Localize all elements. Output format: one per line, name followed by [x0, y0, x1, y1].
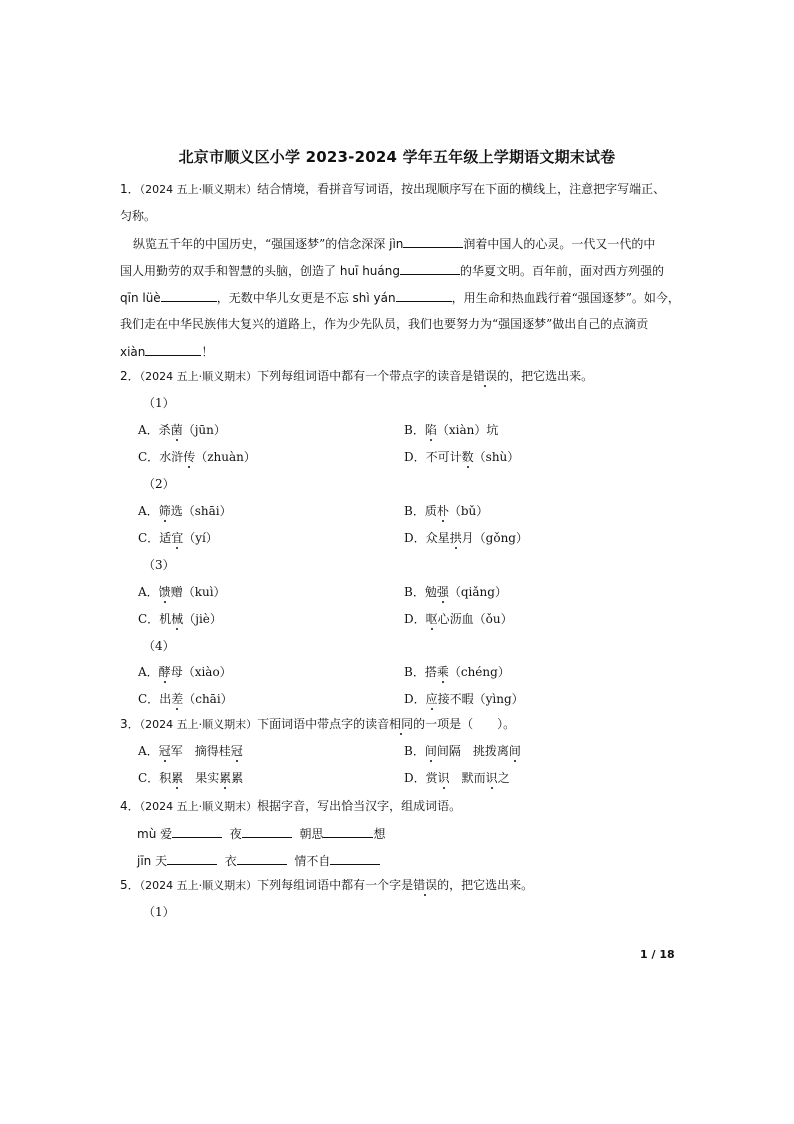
q4-row-jin [137, 851, 380, 870]
emphasized-text: 错误 [413, 878, 438, 892]
q2-number: 2． [120, 369, 140, 383]
q4-row-mu [137, 824, 385, 843]
option-letter: A． [138, 504, 159, 518]
answer-blank[interactable] [323, 824, 373, 838]
dotted-char: 识 [437, 771, 450, 785]
q5-number: 5． [120, 878, 140, 892]
option-text: 适 [159, 531, 172, 545]
option-letter: D． [404, 771, 426, 785]
q2-g3-option-a[interactable] [138, 583, 226, 601]
q2-group-label: （1） [143, 396, 175, 410]
dotted-char: 乘 [436, 665, 449, 679]
q2-g2-option-d[interactable] [404, 529, 528, 547]
option-letter: C． [138, 692, 160, 706]
page-title: 北京市顺义区小学 2023-2024 学年五年级上学期语文期末试卷 [178, 148, 616, 166]
option-text: 不可计 [425, 450, 462, 464]
q2-g3-option-c[interactable] [138, 610, 222, 628]
option-letter: A． [138, 744, 159, 758]
dotted-char: 累 [219, 771, 232, 785]
option-text: （jūn） [182, 423, 226, 437]
dotted-char: 识 [485, 771, 498, 785]
option-text: 间隔 挑拨离 [436, 744, 509, 758]
q2-prompt-text: 下列每组词语中都有一个带点字的读音是 [257, 369, 474, 383]
q2-prompt-text-end: 的，把它选出来。 [497, 369, 594, 383]
dotted-char: 陷 [424, 423, 437, 437]
q1-passage-line1 [133, 234, 655, 253]
answer-blank[interactable] [242, 824, 292, 838]
passage-text: 的华夏文明。百年前，面对西方列强的 [460, 264, 665, 278]
option-text: （jiè） [183, 612, 222, 626]
q2-source-tag: （2024 五上·顺义期末） [139, 370, 258, 383]
q2-g4-option-c[interactable] [138, 690, 233, 708]
q1-passage-line2 [120, 261, 664, 280]
dotted-char: 应 [425, 692, 438, 706]
q2-g1-option-a[interactable] [138, 421, 226, 439]
word-part: 衣 [224, 854, 237, 868]
dotted-char: 强 [436, 585, 449, 599]
option-letter: D． [404, 450, 426, 464]
passage-text: ！ [201, 345, 214, 359]
dotted-char: 筛 [158, 504, 171, 518]
option-text: 质 [424, 504, 437, 518]
option-text: 出 [159, 692, 172, 706]
q4-source-tag: （2024 五上·顺义期末） [139, 800, 258, 813]
option-letter: A． [138, 423, 159, 437]
emphasized-text: 错误 [473, 369, 498, 383]
option-letter: B． [404, 423, 425, 437]
option-text: 军 摘得桂 [170, 744, 231, 758]
option-letter: C． [138, 531, 160, 545]
q3-prompt-text-end: 的一项是（ ）。 [413, 717, 516, 731]
q5-group-label: （1） [143, 905, 175, 919]
q2-g1-option-d[interactable] [404, 448, 519, 466]
pinyin-prompt: xiàn [120, 345, 146, 359]
q2-prompt [120, 367, 593, 386]
pinyin-prompt: huī huáng [339, 264, 400, 278]
q1-source-tag: （2024 五上·顺义期末） [139, 183, 258, 196]
option-letter: C． [138, 612, 160, 626]
q1-prompt-line1 [120, 180, 665, 199]
dotted-char: 馈 [158, 585, 171, 599]
option-text: 默而 [449, 771, 486, 785]
option-letter: C． [138, 771, 160, 785]
answer-blank[interactable] [396, 288, 452, 302]
q2-g1-option-b[interactable] [404, 421, 498, 439]
q4-number: 4． [120, 799, 140, 813]
answer-blank[interactable] [145, 342, 201, 356]
q2-g2-option-b[interactable] [404, 502, 488, 520]
dotted-char: 数 [461, 450, 474, 464]
option-letter: A． [138, 585, 159, 599]
option-text: （yí） [183, 531, 218, 545]
option-text: 累 [231, 771, 244, 785]
q3-option-b[interactable] [404, 742, 521, 760]
option-text: 母（xiào） [170, 665, 232, 679]
q1-passage-line5 [120, 342, 213, 361]
q1-passage-line3 [120, 288, 680, 307]
q2-g4-option-d[interactable] [404, 690, 524, 708]
option-text: 搭 [424, 665, 437, 679]
q1-passage-line4: 我们走在中华民族伟大复兴的道路上，作为少先队员，我们也要努力为“强国逐梦”做出自己的点滴贡 [120, 317, 649, 331]
q3-option-a[interactable] [138, 742, 243, 760]
q1-prompt-line2: 匀称。 [120, 209, 157, 223]
dotted-char: 间 [424, 744, 437, 758]
dotted-char: 械 [171, 612, 184, 626]
passage-text: ，无数中华儿女更是不忘 [216, 291, 349, 305]
option-text: 赏 [425, 771, 438, 785]
pinyin-prompt: qīn lüè [120, 291, 161, 305]
dotted-char: 菌 [170, 423, 183, 437]
option-text: 月（gǒng） [461, 531, 528, 545]
option-letter: D． [404, 692, 426, 706]
word-part: 朝思 [299, 827, 324, 841]
q5-prompt [120, 876, 533, 895]
option-text: （xiàn）坑 [436, 423, 499, 437]
emphasized-text: 相同 [389, 717, 414, 731]
passage-text: 润着中国人的心灵。一代又一代的中 [463, 237, 656, 251]
q3-prompt-text: 下面词语中带点字的读音 [257, 717, 390, 731]
pinyin-prompt: shì yán [352, 291, 396, 305]
q2-g4-option-a[interactable] [138, 663, 232, 681]
answer-blank[interactable] [237, 851, 287, 865]
q5-prompt-text-end: 的，把它选出来。 [437, 878, 534, 892]
word-part: 天 [155, 854, 168, 868]
answer-blank[interactable] [167, 851, 217, 865]
option-text: 勉 [424, 585, 437, 599]
q3-option-c[interactable] [138, 769, 243, 787]
emphasized-word [473, 369, 497, 383]
dotted-char: 冠 [230, 744, 243, 758]
option-text: 心沥血（ǒu） [437, 612, 513, 626]
q3-prompt [120, 715, 515, 734]
option-text: 接不暇（yìng） [437, 692, 524, 706]
answer-blank[interactable] [403, 234, 463, 248]
q2-g4-option-b[interactable] [404, 663, 510, 681]
pinyin-prompt: mù [137, 827, 157, 841]
option-letter: A． [138, 665, 159, 679]
option-letter: B． [404, 665, 425, 679]
answer-blank[interactable] [172, 824, 222, 838]
dotted-char: 宜 [171, 531, 184, 545]
answer-blank[interactable] [400, 261, 460, 275]
q2-g3-option-d[interactable] [404, 610, 513, 628]
q2-group-label: （2） [143, 477, 175, 491]
option-text: （chéng） [448, 665, 510, 679]
q2-g3-option-b[interactable] [404, 583, 507, 601]
dotted-char: 朴 [436, 504, 449, 518]
q2-group-label: （4） [143, 639, 175, 653]
dotted-char: 酵 [158, 665, 171, 679]
passage-text: ，用生命和热血践行着“强国逐梦”。如今， [451, 291, 680, 305]
dotted-char: 累 [171, 771, 184, 785]
dotted-char: 间 [508, 744, 521, 758]
option-letter: B． [404, 744, 425, 758]
option-text: （shù） [473, 450, 520, 464]
option-text: 果实 [183, 771, 220, 785]
word-part: 想 [373, 827, 386, 841]
option-text: 机 [159, 612, 172, 626]
option-text: （chāi） [183, 692, 233, 706]
option-letter: C． [138, 450, 160, 464]
answer-blank[interactable] [330, 851, 380, 865]
word-part: 夜 [229, 827, 242, 841]
option-letter: D． [404, 612, 426, 626]
q2-g1-option-c[interactable] [138, 448, 256, 466]
option-letter: B． [404, 585, 425, 599]
q5-prompt-text: 下列每组词语中都有一个字是 [257, 878, 414, 892]
option-letter: B． [404, 504, 425, 518]
option-text: （qiǎng） [448, 585, 507, 599]
dotted-char: 呕 [425, 612, 438, 626]
q3-option-d[interactable] [404, 769, 510, 787]
pinyin-prompt: jìn [389, 237, 404, 251]
option-text: 选（shāi） [170, 504, 232, 518]
passage-text: 纵览五千年的中国历史，“强国逐梦”的信念深深 [133, 237, 386, 251]
q1-prompt-text: 结合情境，看拼音写词语，按出现顺序写在下面的横线上，注意把字写端正、 [257, 182, 666, 196]
q2-g2-option-a[interactable] [138, 502, 232, 520]
q4-prompt [120, 797, 461, 816]
q3-number: 3． [120, 717, 140, 731]
q4-prompt-text: 根据字音，写出恰当汉字，组成词语。 [257, 799, 462, 813]
dotted-char: 冠 [158, 744, 171, 758]
option-text: 水浒 [159, 450, 184, 464]
answer-blank[interactable] [161, 288, 217, 302]
pinyin-prompt: jīn [137, 854, 152, 868]
dotted-char: 传 [183, 450, 196, 464]
q2-group-label: （3） [143, 558, 175, 572]
q5-source-tag: （2024 五上·顺义期末） [139, 879, 258, 892]
option-text: 杀 [158, 423, 171, 437]
word-part: 爱 [160, 827, 173, 841]
dotted-char: 差 [171, 692, 184, 706]
option-text: 之 [497, 771, 510, 785]
dotted-char: 拱 [449, 531, 462, 545]
word-part: 情不自 [294, 854, 331, 868]
option-text: （zhuàn） [195, 450, 256, 464]
page-number: 1 / 18 [640, 948, 675, 961]
option-letter: D． [404, 531, 426, 545]
q1-number: 1． [120, 182, 140, 196]
q3-source-tag: （2024 五上·顺义期末） [139, 718, 258, 731]
option-text: 积 [159, 771, 172, 785]
option-text: （bǔ） [448, 504, 489, 518]
q2-g2-option-c[interactable] [138, 529, 218, 547]
passage-text: 国人用勤劳的双手和智慧的头脑，创造了 [120, 264, 337, 278]
option-text: 赠（kuì） [170, 585, 226, 599]
option-text: 众星 [425, 531, 450, 545]
